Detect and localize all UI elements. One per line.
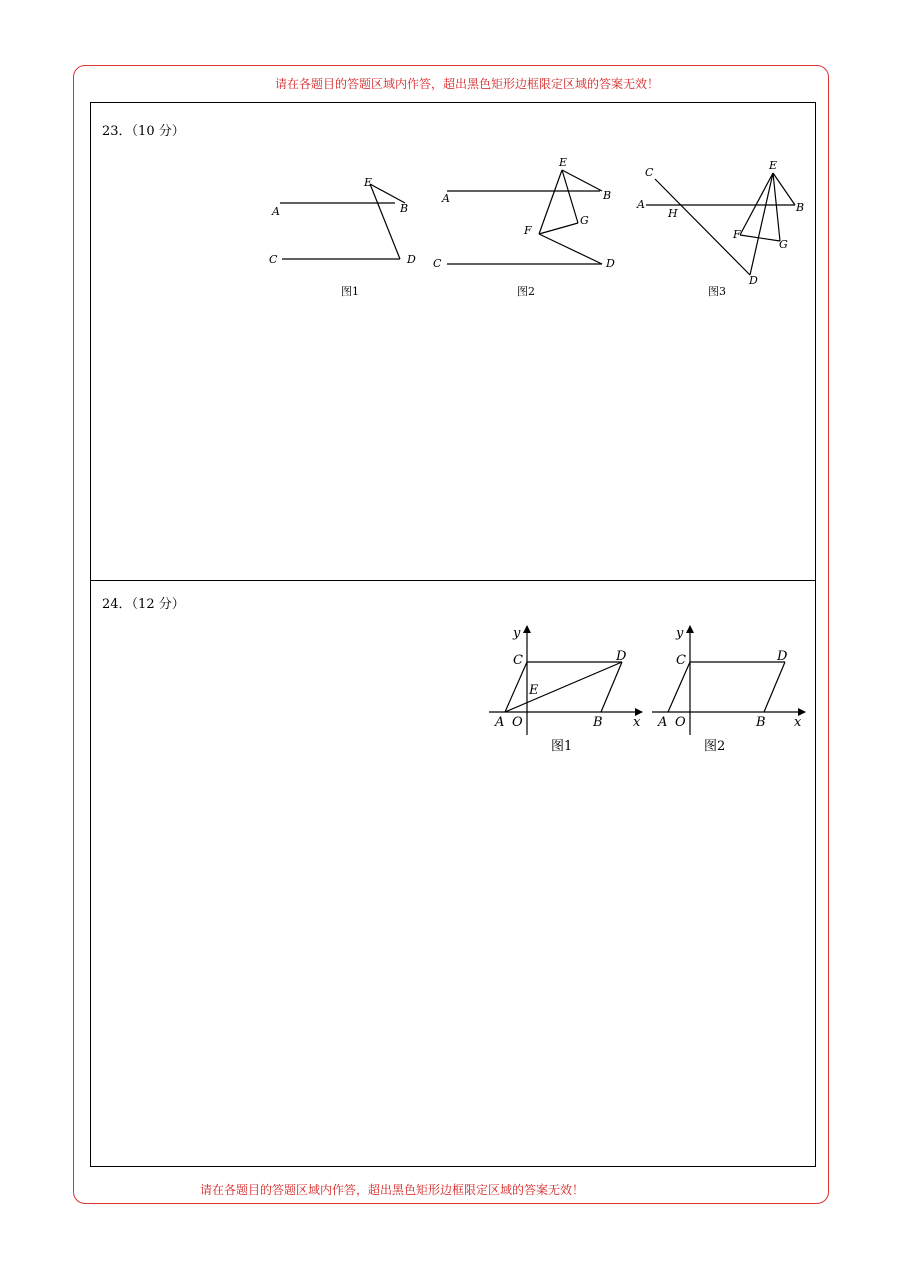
- q24-figure-1: [485, 620, 650, 760]
- q23-figure-3: [630, 155, 815, 310]
- point-label: G: [779, 238, 788, 251]
- point-label: E: [559, 156, 568, 169]
- point-label: D: [749, 274, 758, 287]
- figure-caption: 图1: [341, 285, 359, 298]
- point-label: A: [272, 205, 280, 218]
- point-label: D: [616, 649, 627, 664]
- point-label: A: [495, 715, 505, 730]
- axis-label: x: [794, 715, 802, 730]
- point-label: B: [400, 202, 409, 215]
- point-label: B: [756, 715, 766, 730]
- figure-caption: 图2: [704, 739, 726, 754]
- point-label: B: [603, 189, 612, 202]
- point-label: B: [593, 715, 603, 730]
- point-label: D: [606, 257, 615, 270]
- axis-label: y: [513, 626, 521, 641]
- point-label: E: [529, 683, 539, 698]
- point-label: C: [513, 653, 523, 668]
- q23-figure-2: [430, 150, 620, 310]
- point-label: A: [658, 715, 668, 730]
- point-label: C: [676, 653, 686, 668]
- figure-caption: 图1: [551, 739, 573, 754]
- point-label: A: [637, 198, 645, 211]
- notice-bottom: 请在各题目的答题区域内作答，超出黑色矩形边框限定区域的答案无效！: [200, 1183, 585, 1197]
- q23-figure-1: [265, 170, 425, 310]
- axis-label: x: [633, 715, 641, 730]
- point-label: E: [364, 176, 373, 189]
- axis-label: y: [676, 626, 684, 641]
- point-label: A: [442, 192, 450, 205]
- question-label: 24．（12 分）: [102, 597, 185, 612]
- point-label: B: [796, 201, 805, 214]
- point-label: O: [512, 715, 523, 730]
- q24-figure-2: [648, 620, 813, 760]
- point-label: G: [580, 214, 589, 227]
- notice-top: 请在各题目的答题区域内作答，超出黑色矩形边框限定区域的答案无效！: [275, 77, 660, 91]
- point-label: H: [668, 207, 678, 220]
- point-label: F: [524, 224, 532, 237]
- point-label: C: [645, 166, 654, 179]
- figure-caption: 图2: [517, 285, 535, 298]
- figure-caption: 图3: [708, 285, 726, 298]
- point-label: C: [433, 257, 442, 270]
- point-label: F: [733, 228, 741, 241]
- point-label: C: [269, 253, 278, 266]
- point-label: O: [675, 715, 686, 730]
- point-label: D: [777, 649, 788, 664]
- question-label: 23．（10 分）: [102, 124, 185, 139]
- point-label: E: [769, 159, 778, 172]
- point-label: D: [407, 253, 416, 266]
